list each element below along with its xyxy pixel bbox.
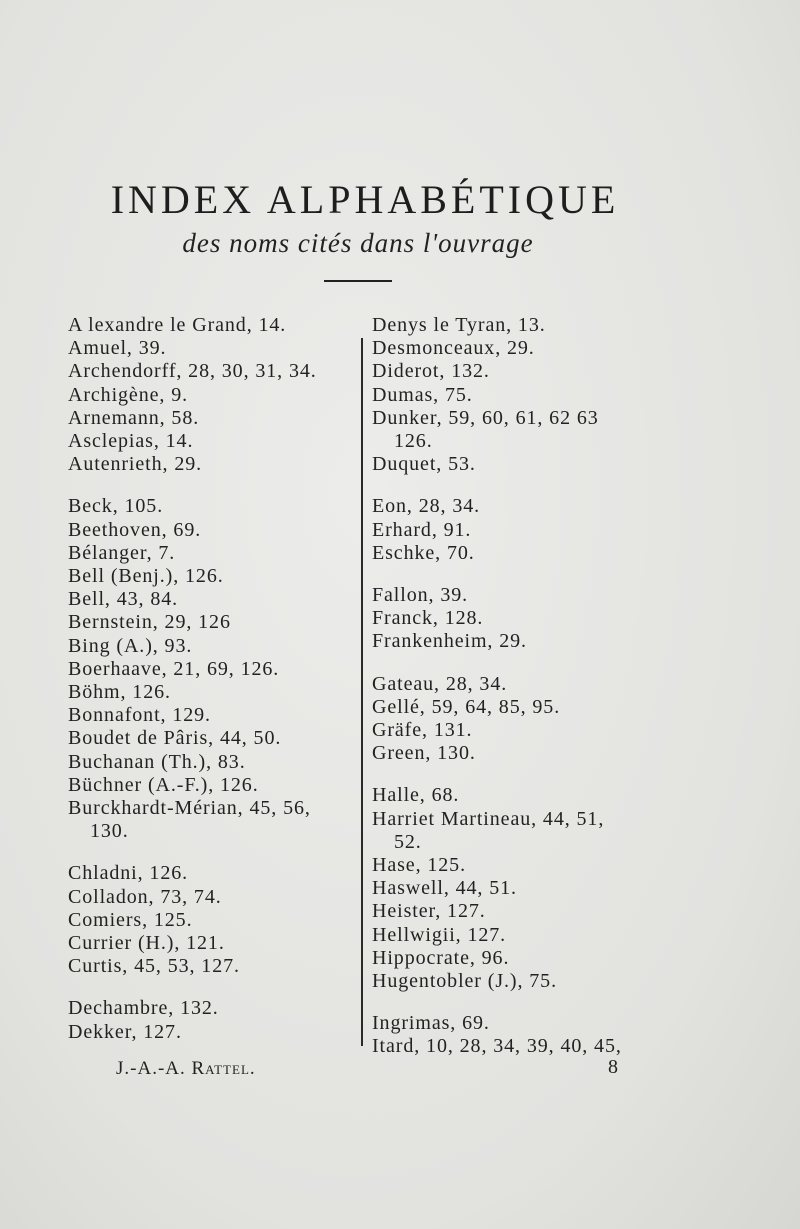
letter-group-gap — [372, 565, 697, 584]
index-entry: Dekker, 127. — [68, 1020, 182, 1043]
index-entry: Franck, 128. — [372, 607, 484, 630]
index-entry: Green, 130. — [372, 742, 476, 765]
index-entry: Eschke, 70. — [372, 541, 475, 564]
index-entry: Hugentobler (J.), 75. — [372, 970, 557, 993]
index-entry: Ingrimas, 69. — [372, 1012, 490, 1035]
index-entry: Bell, 43, 84. — [68, 588, 179, 611]
index-entry-continuation: 126. — [394, 430, 433, 453]
index-entry: Comiers, 125. — [68, 908, 193, 931]
letter-group-gap — [372, 654, 697, 673]
index-entry-continuation: 130. — [90, 820, 129, 843]
index-entry: Gräfe, 131. — [372, 719, 473, 742]
index-entry: Hellwigii, 127. — [372, 923, 507, 946]
index-entry: Buchanan (Th.), 83. — [68, 750, 246, 773]
index-entry: Boerhaave, 21, 69, 126. — [68, 657, 280, 680]
index-entry: Beethoven, 69. — [68, 518, 202, 541]
index-column-left — [68, 314, 358, 1044]
index-entry: Gateau, 28, 34. — [372, 672, 508, 695]
index-entry: Chladni, 126. — [68, 862, 189, 885]
index-entry: Haswell, 44, 51. — [372, 877, 517, 900]
index-entry: Fallon, 39. — [372, 584, 469, 607]
index-entry: Arnemann, 58. — [68, 406, 200, 429]
index-entry: A lexandre le Grand, 14. — [68, 314, 287, 336]
index-entry: Bonnafont, 129. — [68, 704, 211, 727]
index-entry: Dunker, 59, 60, 61, 62 63 — [372, 406, 599, 429]
index-entry: Bélanger, 7. — [68, 541, 176, 564]
page-subtitle: des noms cités dans l'ouvrage — [182, 228, 534, 258]
index-entry: Dechambre, 132. — [68, 997, 219, 1020]
index-entry: Erhard, 91. — [372, 518, 472, 541]
index-entry: Autenrieth, 29. — [68, 453, 203, 476]
index-entry: Heister, 127. — [372, 900, 486, 923]
index-entry: Currier (H.), 121. — [68, 932, 225, 955]
index-entry: Duquet, 53. — [372, 453, 476, 476]
index-entry-continuation: 52. — [394, 830, 422, 853]
column-divider — [361, 338, 363, 1046]
index-entry: Amuel, 39. — [68, 337, 167, 360]
letter-group-gap — [68, 843, 358, 862]
index-entry: Burckhardt-Mérian, 45, 56, — [68, 797, 311, 820]
index-entry: Curtis, 45, 53, 127. — [68, 955, 240, 978]
index-column-right — [372, 314, 697, 1059]
letter-group-gap — [372, 993, 697, 1012]
letter-group-gap — [372, 765, 697, 784]
index-entry: Hippocrate, 96. — [372, 946, 510, 969]
index-entry: Archigène, 9. — [68, 383, 188, 406]
index-entry: Diderot, 132. — [372, 360, 490, 383]
signature-initials: J.-A.-A. — [116, 1058, 186, 1079]
index-entry: Itard, 10, 28, 34, 39, 40, 45, — [372, 1035, 622, 1058]
index-entry: Beck, 105. — [68, 495, 164, 518]
index-entry: Desmonceaux, 29. — [372, 337, 535, 360]
index-entry: Eon, 28, 34. — [372, 495, 481, 518]
index-entry: Denys le Tyran, 13. — [372, 314, 546, 336]
letter-group-gap — [372, 476, 697, 495]
index-entry: Archendorff, 28, 30, 31, 34. — [68, 360, 317, 383]
index-entry: Büchner (A.-F.), 126. — [68, 773, 259, 796]
title-rule — [324, 280, 392, 282]
page-title: INDEX ALPHABÉTIQUE — [110, 177, 620, 222]
index-entry: Gellé, 59, 64, 85, 95. — [372, 695, 561, 718]
letter-group-gap — [68, 978, 358, 997]
index-entry: Dumas, 75. — [372, 383, 473, 406]
letter-group-gap — [68, 476, 358, 495]
folio-number: 8 — [608, 1056, 618, 1078]
index-entry: Hase, 125. — [372, 854, 466, 877]
index-entry: Frankenheim, 29. — [372, 630, 527, 653]
signature-surname: Rattel. — [191, 1058, 256, 1079]
index-entry: Asclepias, 14. — [68, 430, 194, 453]
index-entry: Bing (A.), 93. — [68, 634, 193, 657]
index-entry: Böhm, 126. — [68, 681, 171, 704]
index-entry: Bell (Benj.), 126. — [68, 565, 224, 588]
index-entry: Boudet de Pâris, 44, 50. — [68, 727, 282, 750]
index-entry: Harriet Martineau, 44, 51, — [372, 807, 605, 830]
printer-signature — [116, 1058, 256, 1080]
index-entry: Colladon, 73, 74. — [68, 885, 222, 908]
index-entry: Halle, 68. — [372, 784, 460, 807]
index-entry: Bernstein, 29, 126 — [68, 611, 231, 634]
